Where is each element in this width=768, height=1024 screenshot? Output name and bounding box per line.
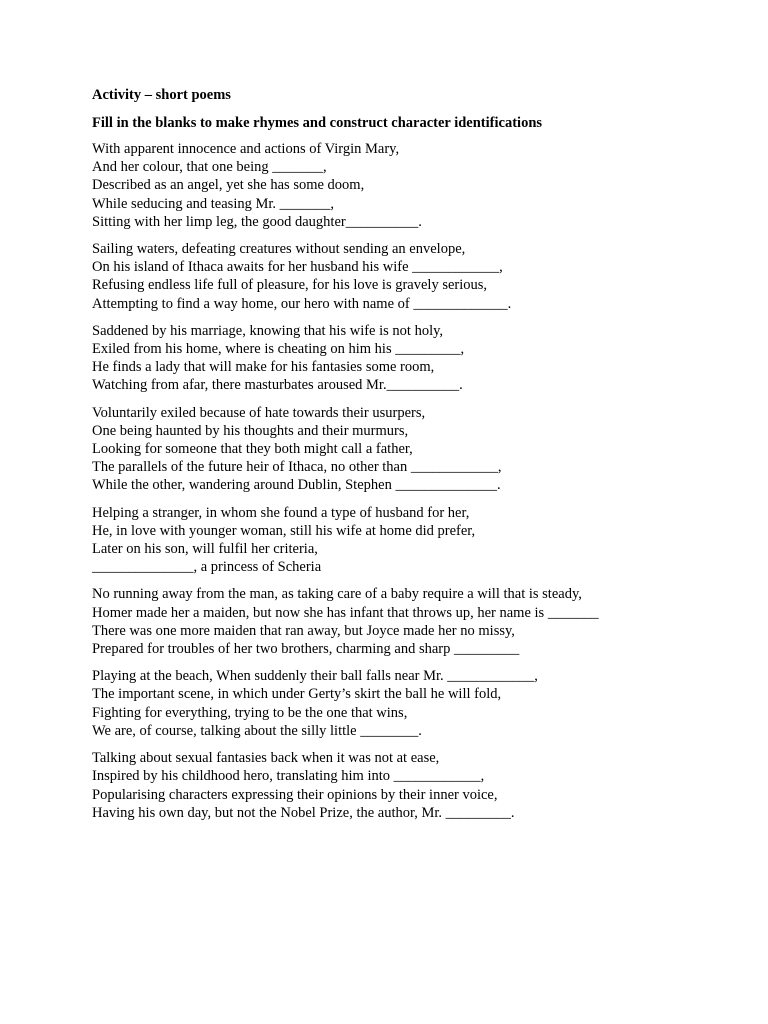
poem-line: Fighting for everything, trying to be the one that wins, — [92, 704, 408, 721]
poem-1 — [92, 140, 692, 231]
poem-8 — [92, 749, 692, 822]
poem-line: Playing at the beach, When suddenly their ball falls near Mr. ____________, — [92, 668, 538, 685]
poem-line: The important scene, in which under Gerty’s skirt the ball he will fold, — [92, 686, 502, 703]
poem-line: Sitting with her limp leg, the good daughter__________. — [92, 213, 422, 230]
poem-2 — [92, 240, 692, 313]
poem-line: There was one more maiden that ran away, but Joyce made her no missy, — [92, 622, 515, 639]
document-instructions: Fill in the blanks to make rhymes and construct character identifications — [92, 115, 543, 131]
poem-line: One being haunted by his thoughts and their murmurs, — [92, 422, 409, 439]
poem-line: Having his own day, but not the Nobel Prize, the author, Mr. _________. — [92, 804, 515, 821]
poem-5 — [92, 504, 692, 577]
poem-line: Prepared for troubles of her two brothers, charming and sharp _________ — [92, 641, 520, 658]
poem-line: Helping a stranger, in whom she found a type of husband for her, — [92, 504, 470, 521]
poem-line: Watching from afar, there masturbates aroused Mr.__________. — [92, 377, 463, 394]
poem-3 — [92, 322, 692, 395]
poem-7 — [92, 667, 692, 740]
poem-line: Refusing endless life full of pleasure, for his love is gravely serious, — [92, 277, 488, 294]
poem-line: We are, of course, talking about the silly little ________. — [92, 722, 422, 739]
poem-line: On his island of Ithaca awaits for her husband his wife ____________, — [92, 259, 503, 276]
poem-line: With apparent innocence and actions of Virgin Mary, — [92, 141, 400, 157]
poem-line: Looking for someone that they both might call a father, — [92, 441, 413, 458]
poem-line: No running away from the man, as taking care of a baby require a will that is steady, — [92, 586, 582, 603]
poem-6 — [92, 585, 692, 658]
poem-line: The parallels of the future heir of Ithaca, no other than ____________, — [92, 459, 502, 476]
poem-line: Attempting to find a way home, our hero with name of _____________. — [92, 295, 512, 312]
poem-line: Described as an angel, yet she has some doom, — [92, 177, 365, 194]
poem-line: ______________, a princess of Scheria — [92, 559, 322, 576]
poem-line: Talking about sexual fantasies back when it was not at ease, — [92, 750, 440, 767]
poem-4 — [92, 404, 692, 495]
poem-line: Later on his son, will fulfil her criteria, — [92, 541, 318, 558]
poem-line: While the other, wandering around Dublin, Stephen ______________. — [92, 477, 501, 494]
poem-line: Sailing waters, defeating creatures without sending an envelope, — [92, 241, 466, 258]
poem-line: He finds a lady that will make for his fantasies some room, — [92, 359, 435, 376]
poem-line: And her colour, that one being _______, — [92, 159, 327, 176]
document-title: Activity – short poems — [92, 87, 231, 103]
poem-line: He, in love with younger woman, still his wife at home did prefer, — [92, 522, 476, 539]
poem-line: Exiled from his home, where is cheating on him his _________, — [92, 341, 465, 358]
poem-line: Voluntarily exiled because of hate towards their usurpers, — [92, 404, 426, 421]
poem-line: Saddened by his marriage, knowing that his wife is not holy, — [92, 322, 444, 339]
poem-line: Popularising characters expressing their opinions by their inner voice, — [92, 786, 498, 803]
poem-line: Homer made her a maiden, but now she has infant that throws up, her name is _______ — [92, 604, 599, 621]
poem-line: Inspired by his childhood hero, translating him into ____________, — [92, 768, 485, 785]
poem-line: While seducing and teasing Mr. _______, — [92, 195, 335, 212]
document-page — [92, 86, 692, 831]
